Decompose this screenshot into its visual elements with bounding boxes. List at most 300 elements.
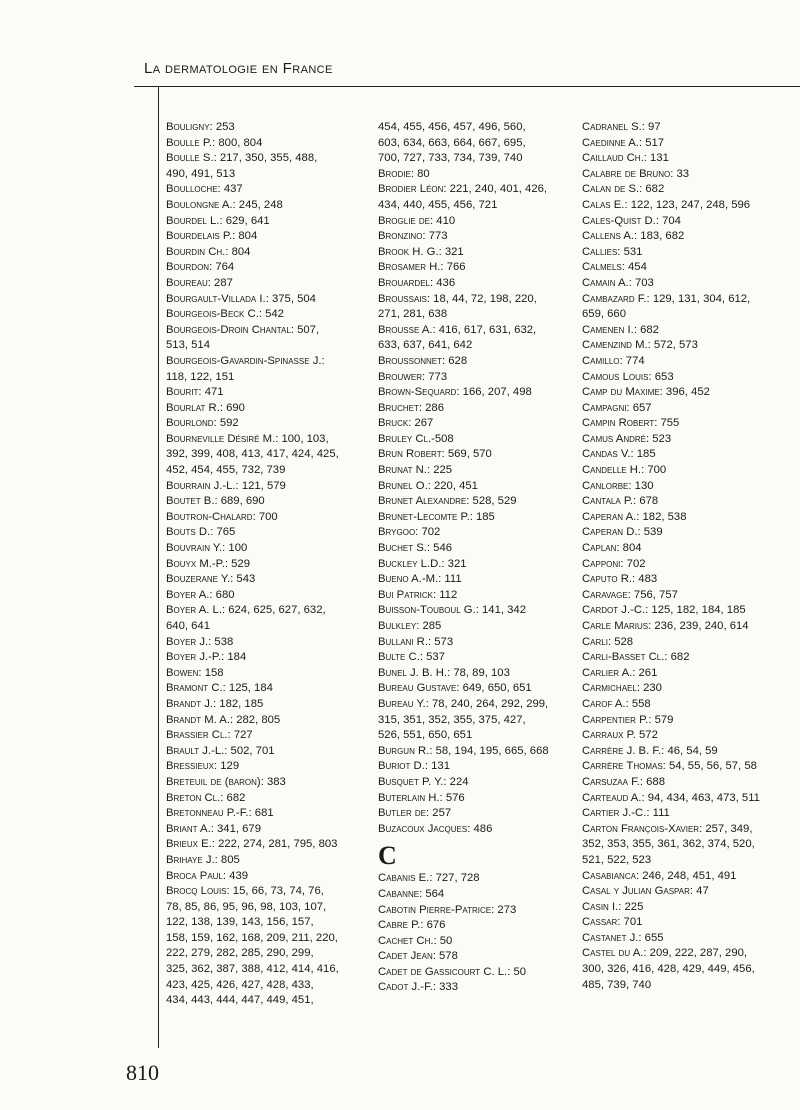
index-entry [166,853,366,869]
entry-pages: : 267 [408,417,434,430]
entry-name: Casin I. [582,900,619,913]
index-entry [378,650,574,666]
entry-name: Brun Robert [378,448,442,461]
entry-pages: : 166, 207, 498 [456,386,532,399]
entry-name: Brouwer [378,370,422,383]
entry-name: Carsuzaa F. [582,775,640,788]
entry-name: Brunel O. [378,479,428,492]
index-entry [378,918,574,934]
index-entry-continuation [582,307,782,323]
entry-pages: : 804 [232,230,258,243]
entry-pages: : 130 [628,479,654,492]
index-entry [166,354,366,370]
index-entry [378,401,574,417]
index-entry [166,214,366,230]
entry-name: Bouzerane Y. [166,573,231,586]
entry-name: Cassar [582,916,618,929]
index-entry [166,884,366,900]
entry-pages: : 100, 103, [275,432,329,445]
entry-pages: : 689, 690 [214,495,265,508]
index-entry [378,619,574,635]
index-entry [166,479,366,495]
entry-pages: : 486 [467,822,493,835]
header-rule [134,86,800,87]
entry-pages: : 702 [620,557,646,570]
entry-name: Camp du Maxime [582,386,660,399]
entry-pages: : 383 [260,775,286,788]
index-entry [166,198,366,214]
index-entry [166,245,366,261]
entry-name: Broussais [378,292,427,305]
index-entry [582,385,782,401]
entry-name: Calan de S. [582,183,640,196]
entry-pages: : 703 [628,276,654,289]
index-entry [378,572,574,588]
entry-name: Carpentier P. [582,713,649,726]
entry-name: Canlorbe [582,479,629,492]
entry-pages: : 129 [214,760,240,773]
index-entry [378,167,574,183]
entry-pages: : 97 [641,121,661,133]
index-entry [378,385,574,401]
index-entry [166,182,366,198]
page-number: 810 [126,1060,159,1085]
index-entry [582,728,782,744]
index-entry [582,370,782,386]
entry-name: Caputo R. [582,573,633,586]
entry-pages: : 624, 625, 627, 632, [221,604,326,617]
entry-pages: : 704 [655,214,681,227]
index-entry [582,354,782,370]
index-entry-continuation [166,463,366,479]
entry-pages: : 766 [440,261,466,274]
index-entry [378,744,574,760]
entry-pages: : 578 [432,950,458,963]
index-entry [378,791,574,807]
index-entry [582,681,782,697]
entry-name: Camenzind M. [582,339,648,352]
entry-pages: : 649, 650, 651 [456,682,532,695]
entry-name: Carraux P. [582,729,636,742]
entry-name: Burgun R. [378,744,430,757]
entry-name: Brocq Louis [166,885,227,898]
entry-pages: 521, 522, 523 [582,853,652,866]
entry-name: Brosamer H. [378,261,441,274]
entry-pages: : 657 [626,401,652,414]
index-entry [378,697,574,713]
entry-pages: : 727 [227,729,253,742]
entry-pages: : 755 [654,417,680,430]
index-entry-continuation [582,837,782,853]
entry-name: Cambazard F. [582,292,647,305]
entry-pages: : 131 [424,760,450,773]
entry-name: Bulte C. [378,651,420,664]
index-entry [166,588,366,604]
entry-pages: : 629, 641 [219,214,270,227]
entry-name: Broussonnet [378,354,442,367]
entry-pages: 513, 514 [166,339,210,352]
entry-name: Carmichael [582,682,637,695]
index-entry [582,884,782,900]
entry-name: Brook H. G. [378,245,439,258]
entry-name: Caperan A. [582,510,637,523]
entry-pages: : 222, 274, 281, 795, 803 [211,838,338,851]
index-entry [166,525,366,541]
entry-pages: : 94, 434, 463, 473, 511 [641,791,760,804]
entry-pages: 158, 159, 162, 168, 209, 211, 220, [166,931,338,944]
index-entry [166,432,366,448]
entry-pages: : 774 [619,354,645,367]
index-column-3 [582,120,782,993]
entry-name: Bourgeois-Droin Chantal [166,323,291,336]
entry-pages: 640, 641 [166,620,210,632]
entry-pages: : 257, 349, [699,822,753,835]
entry-pages: : 285 [416,620,442,632]
entry-name: Bouts D. [166,526,211,539]
index-entry [378,354,574,370]
index-entry [378,525,574,541]
index-entry [582,588,782,604]
entry-pages: : 727, 728 [429,872,480,885]
entry-pages: : 125, 184 [222,682,273,695]
entry-pages: : 217, 350, 355, 488, [213,152,318,165]
entry-pages: : 58, 194, 195, 665, 668 [429,744,549,757]
index-entry [378,510,574,526]
entry-name: Candas V. [582,448,631,461]
entry-pages: : 182, 185 [213,697,264,710]
index-entry [378,603,574,619]
entry-pages: : 236, 239, 240, 614 [648,620,749,632]
entry-name: Bullani R. [378,635,428,648]
entry-name: Cardot J.-C. [582,604,646,617]
index-entry [378,949,574,965]
entry-name: Caplan [582,542,617,555]
entry-pages: : 523 [646,432,672,445]
index-entry-continuation [166,915,366,931]
entry-name: Candelle H. [582,464,642,477]
index-entry [166,697,366,713]
entry-pages: : 700 [641,464,667,477]
index-entry [166,323,366,339]
entry-pages: : 220, 451 [427,479,478,492]
entry-pages: : 528 [607,635,634,648]
entry-pages: : 257 [426,807,452,820]
index-entry-continuation [378,198,574,214]
index-entry [166,650,366,666]
entry-name: Calmels [582,261,622,274]
entry-pages: : 773 [421,370,448,383]
entry-pages: : 253 [209,121,235,133]
entry-name: Cachet Ch. [378,934,434,947]
entry-name: Bureau Y. [378,697,426,710]
entry-name: Brygoo [378,526,416,539]
entry-name: Casabianca [582,869,636,882]
entry-name: Cartier J.-C. [582,807,647,820]
entry-pages: : 282, 805 [229,713,281,726]
index-entry [582,759,782,775]
entry-pages: 423, 425, 426, 427, 428, 433, [166,978,314,991]
index-entry [166,416,366,432]
index-entry-continuation [378,151,574,167]
entry-pages: : 80 [410,167,430,180]
entry-name: Carlier A. [582,666,633,679]
index-entry [166,681,366,697]
index-entry [582,713,782,729]
entry-pages: : 225 [618,900,644,913]
entry-name: Bressieux [166,760,214,773]
index-entry [166,775,366,791]
entry-name: Caedinne A. [582,136,639,149]
entry-name: Calabre de Bruno [582,167,671,180]
index-entry [378,887,574,903]
entry-pages: : 416, 617, 631, 632, [432,323,537,336]
index-entry [378,463,574,479]
entry-pages: : 682 [633,323,659,336]
entry-pages: : 18, 44, 72, 198, 220, [426,292,537,305]
entry-pages: : 224 [443,775,469,788]
entry-pages: : 800, 804 [212,136,263,149]
entry-name: Busquet P. Y. [378,775,444,788]
index-entry [378,681,574,697]
entry-pages: : 54, 55, 56, 57, 58 [662,760,757,773]
entry-name: Bourit [166,386,199,399]
index-entry [378,432,574,448]
index-entry [166,510,366,526]
index-entry-continuation [378,307,574,323]
entry-name: Buriot D. [378,760,425,773]
index-entry [166,869,366,885]
index-entry [378,635,574,651]
entry-name: Caillaud Ch. [582,152,644,165]
entry-pages: : 471 [198,386,224,399]
entry-pages: : 111 [646,807,670,820]
entry-name: Bouyx M.-P. [166,557,225,570]
entry-name: Camillo [582,354,620,367]
index-entry [166,806,366,822]
entry-pages: 300, 326, 416, 428, 429, 449, 456, [582,963,755,976]
index-entry-continuation [166,447,366,463]
index-entry-continuation [582,962,782,978]
entry-pages: : 528, 529 [466,495,517,508]
entry-name: Broca Paul [166,869,223,882]
entry-pages: : 682 [639,183,665,196]
index-entry-continuation [582,978,782,994]
index-entry [582,167,782,183]
entry-name: Bourdelais P. [166,230,233,243]
entry-name: Callens A. [582,230,635,243]
entry-pages: : 702 [415,526,441,539]
entry-pages: : 439 [222,869,249,882]
entry-name: Boulongne A. [166,198,233,211]
index-entry [582,603,782,619]
entry-name: Buchet S. [378,542,427,555]
entry-name: Bronzino [378,230,423,243]
entry-pages: : 184 [221,651,247,664]
entry-name: Carof A. [582,697,626,710]
entry-name: Brown-Sequard [378,386,457,399]
index-entry [378,323,574,339]
entry-pages: : 681 [248,807,274,820]
entry-pages: 118, 122, 151 [166,370,235,383]
entry-pages: : 15, 66, 73, 74, 76, [226,885,324,898]
index-entry [582,697,782,713]
entry-name: Brodie [378,167,411,180]
index-entry [378,806,574,822]
entry-pages: : 542 [258,308,284,321]
entry-pages: : 182, 538 [636,510,687,523]
index-entry [166,276,366,292]
entry-name: Carrère J. B. F. [582,744,662,757]
running-header: La dermatologie en France [144,60,333,77]
entry-name: Bourneville Désiré M. [166,432,276,445]
entry-pages: : 78, 240, 264, 292, 299, [425,697,549,710]
index-entry [582,198,782,214]
entry-pages: 633, 637, 641, 642 [378,339,473,352]
index-entry [166,292,366,308]
entry-pages: 392, 399, 408, 413, 417, 424, 425, [166,448,339,461]
entry-pages: : 122, 123, 247, 248, 596 [624,198,751,211]
entry-name: Carrère Thomas [582,760,663,773]
index-entry [166,557,366,573]
entry-pages: : 573 [427,635,454,648]
index-entry [582,557,782,573]
index-entry [582,214,782,230]
index-column-2 [378,120,574,996]
entry-name: Carteaud A. [582,791,642,804]
entry-name: Breton Cl. [166,791,221,804]
entry-name: Cadranel S. [582,121,642,133]
entry-pages: : 564 [419,887,445,900]
entry-name: Bueno A.-M. [378,573,439,586]
entry-pages: : 569, 570 [441,448,492,461]
entry-name: Boulloche [166,183,218,196]
entry-pages: : 112 [432,588,458,601]
entry-pages: : 539 [637,526,663,539]
entry-name: Brouardel [378,276,430,289]
entry-name: Boyer J. [166,635,209,648]
index-entry [166,837,366,853]
index-entry [582,182,782,198]
entry-name: Briant A. [166,822,211,835]
index-entry [378,541,574,557]
entry-pages: 485, 739, 740 [582,978,652,991]
index-entry [582,806,782,822]
entry-pages: : 655 [638,931,664,944]
entry-name: Brousse A. [378,323,433,336]
index-entry [582,666,782,682]
index-entry-continuation [166,900,366,916]
index-entry-continuation [166,931,366,947]
entry-pages: : 576 [439,791,465,804]
entry-name: Bourdon [166,261,210,274]
index-entry [582,619,782,635]
entry-pages: : 273 [491,903,517,916]
index-entry [166,635,366,651]
entry-name: Brault J.-L. [166,744,225,757]
index-entry [166,791,366,807]
index-entry [378,276,574,292]
entry-pages: : 700 [252,510,278,523]
index-entry [166,603,366,619]
index-entry [582,323,782,339]
entry-pages: : 502, 701 [224,744,275,757]
entry-name: Boyer J.-P. [166,651,222,664]
entry-name: Boyer A. [166,588,210,601]
index-entry [166,541,366,557]
index-entry [378,245,574,261]
entry-pages: : 483 [632,573,658,586]
index-entry-continuation [378,728,574,744]
index-entry [378,557,574,573]
entry-name: Callies [582,245,618,258]
entry-name: Carli-Basset Cl. [582,651,665,664]
entry-name: Buckley L.D. [378,557,442,570]
entry-pages: : 321 [441,557,467,570]
entry-pages: : 688 [639,775,666,788]
entry-name: Bourgault-Villada I. [166,292,266,305]
index-entry [166,151,366,167]
entry-name: Capponi [582,557,621,570]
index-entry [378,759,574,775]
entry-name: Cales-Quist D. [582,214,656,227]
entry-pages: : 682 [220,791,246,804]
entry-pages: : 141, 342 [475,604,526,617]
entry-name: Brunet Alexandre [378,495,467,508]
index-entry [166,728,366,744]
entry-name: Caperan D. [582,526,638,539]
entry-name: Casal y Julian Gaspar [582,885,690,898]
index-entry [378,182,574,198]
entry-name: Calas E. [582,198,625,211]
entry-name: Bowen [166,666,199,679]
index-entry [378,934,574,950]
entry-pages: 122, 138, 139, 143, 156, 157, [166,916,314,929]
index-entry-continuation [166,993,366,1009]
entry-pages: 434, 443, 444, 447, 449, 451, [166,994,314,1007]
entry-pages: : 50 [507,965,527,978]
index-entry [166,385,366,401]
index-entry [378,666,574,682]
index-entry [582,276,782,292]
entry-pages: : 764 [209,261,235,274]
entry-pages: : 628 [441,354,468,367]
entry-pages: : 756, 757 [627,588,678,601]
entry-name: Camenen I. [582,323,634,336]
index-entry [378,871,574,887]
index-entry [582,869,782,885]
entry-pages: : 183, 682 [634,230,685,243]
entry-pages: : 558 [625,697,651,710]
index-entry [166,713,366,729]
entry-pages: 78, 85, 86, 95, 96, 98, 103, 107, [166,900,327,913]
entry-pages: : 185 [630,448,656,461]
margin-rule [158,86,159,1048]
entry-pages: 603, 634, 663, 664, 667, 695, [378,136,526,149]
entry-pages: 352, 353, 355, 361, 362, 374, 520, [582,838,755,851]
entry-name: Boulle P. [166,136,213,149]
entry-pages: : 333 [432,981,458,994]
entry-pages: : 129, 131, 304, 612, [646,292,751,305]
index-entry-continuation [166,370,366,386]
entry-pages: 659, 660 [582,308,626,321]
entry-pages: : 804 [616,542,642,555]
entry-pages: : 531 [617,245,643,258]
entry-name: Bourdin Ch. [166,245,226,258]
index-entry [582,822,782,838]
entry-pages: : 341, 679 [210,822,261,835]
index-entry [582,229,782,245]
entry-pages: : 517 [638,136,665,149]
